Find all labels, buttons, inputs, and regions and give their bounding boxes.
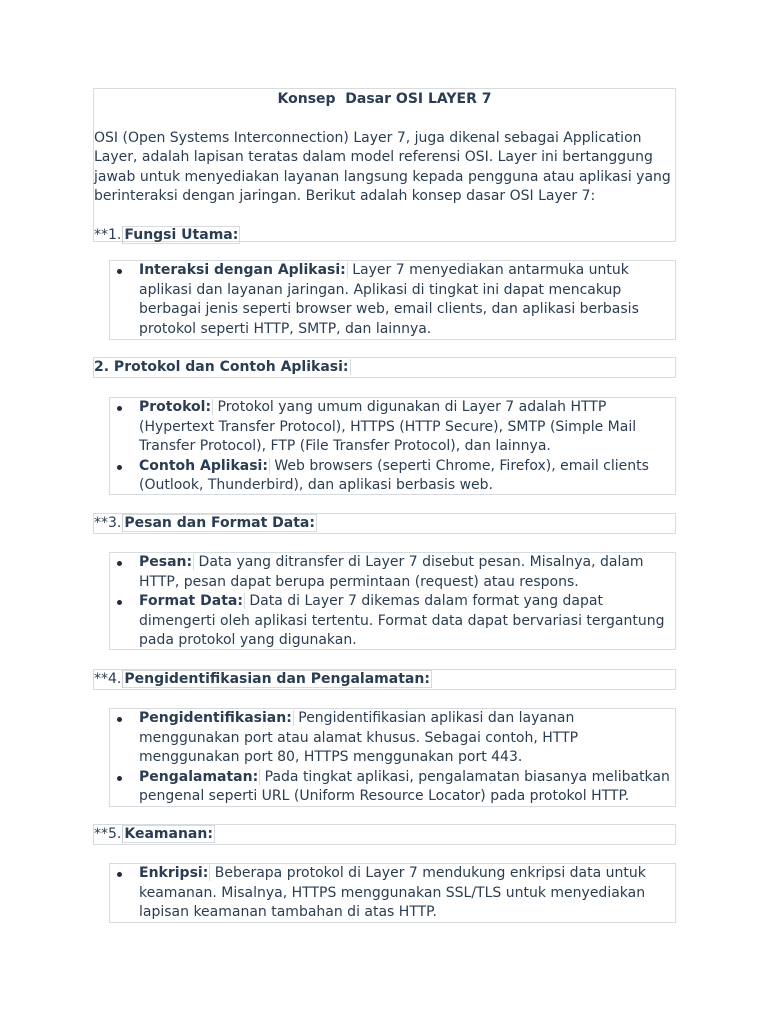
section-2-list [109, 397, 676, 495]
section-3-heading-box [93, 513, 676, 534]
intro-block [93, 88, 676, 242]
item-text: Beberapa protokol di Layer 7 mendukung enkripsi data untuk keamanan. Misalnya, HTTPS menggunakan SSL/TLS untuk menyediakan lapisan keamanan tambahan di atas HTTP. [139, 865, 646, 920]
item-term: Protokol: [139, 399, 212, 415]
item-term: Pesan: [139, 554, 193, 570]
section-3-title: Pesan dan Format Data: [124, 515, 315, 531]
item-text: Pengidentifikasian aplikasi dan layanan menggunakan port atau alamat khusus. Sebagai contoh, HTTP menggunakan port 80, HTTPS menggunakan port 443. [139, 710, 579, 765]
item-term: Pengalamatan: [139, 768, 259, 785]
list-item [110, 768, 675, 807]
item-text: Data yang ditransfer di Layer 7 disebut pesan. Misalnya, dalam HTTP, pesan dapat berupa permintaan (request) atau respons. [139, 554, 644, 590]
list-item [110, 592, 675, 651]
section-2-title: 2. Protokol dan Contoh Aplikasi: [94, 359, 349, 375]
section-2-heading-box [93, 357, 676, 378]
section-4-heading [94, 670, 675, 690]
section-5-list [109, 863, 676, 923]
list-item [110, 709, 675, 768]
item-text: Web browsers (seperti Chrome, Firefox), email clients (Outlook, Thunderbird), dan aplikasi berbasis web. [139, 457, 649, 493]
item-term: Enkripsi: [139, 865, 209, 881]
list-item [110, 261, 675, 339]
section-2-heading [94, 358, 675, 378]
section-3-prefix: **3. [94, 515, 122, 531]
section-5-prefix: **5. [94, 826, 122, 842]
list-item [110, 864, 675, 923]
section-5-heading-box [93, 824, 676, 845]
section-1-heading [94, 226, 675, 246]
section-3-heading [94, 514, 675, 534]
item-text: Data di Layer 7 dikemas dalam format yang dapat dimengerti oleh aplikasi tertentu. Format data dapat bervariasi tergantung pada protokol yang digunakan. [139, 593, 665, 648]
section-1-list [109, 260, 676, 340]
list-item [110, 398, 675, 457]
section-4-title: Pengidentifikasian dan Pengalamatan: [124, 671, 430, 687]
item-term: Pengidentifikasian: [139, 710, 292, 726]
section-1-prefix: **1. [94, 226, 122, 243]
section-4-prefix: **4. [94, 671, 122, 687]
item-text: Layer 7 menyediakan antarmuka untuk aplikasi dan layanan jaringan. Aplikasi di tingkat ini dapat mencakup berbagai jenis seperti browser web, email clients, dan aplikasi berbasis protokol seperti HTTP, SMTP, dan lainnya. [139, 262, 639, 337]
item-term: Contoh Aplikasi: [139, 457, 268, 474]
section-5-heading [94, 825, 675, 845]
section-3-list [109, 552, 676, 650]
section-5-title: Keamanan: [124, 826, 213, 842]
section-4-list [109, 708, 676, 807]
section-1-title: Fungsi Utama: [124, 226, 239, 243]
item-term: Format Data: [139, 593, 243, 609]
item-term: Interaksi dengan Aplikasi: [139, 262, 346, 278]
list-item [110, 457, 675, 496]
page-title: Konsep Dasar OSI LAYER 7 [277, 91, 492, 107]
list-item [110, 553, 675, 592]
item-text: Protokol yang umum digunakan di Layer 7 adalah HTTP (Hypertext Transfer Protocol), HTTPS (HTTP Secure), SMTP (Simple Mail Transfer Protocol), FTP (File Transfer Protocol), dan lainnya. [139, 399, 637, 454]
item-text: Pada tingkat aplikasi, pengalamatan biasanya melibatkan pengenal seperti URL (Uniform Resource Locator) pada protokol HTTP. [139, 768, 670, 804]
section-4-heading-box [93, 669, 676, 690]
intro-paragraph: OSI (Open Systems Interconnection) Layer 7, juga dikenal sebagai Application Layer, adalah lapisan teratas dalam model referensi OSI. Layer ini bertanggung jawab untuk menyediakan layanan langsung kepada pengguna atau aplikasi yang berinteraksi dengan jaringan. Berikut adalah konsep dasar OSI Layer 7: [94, 129, 671, 204]
